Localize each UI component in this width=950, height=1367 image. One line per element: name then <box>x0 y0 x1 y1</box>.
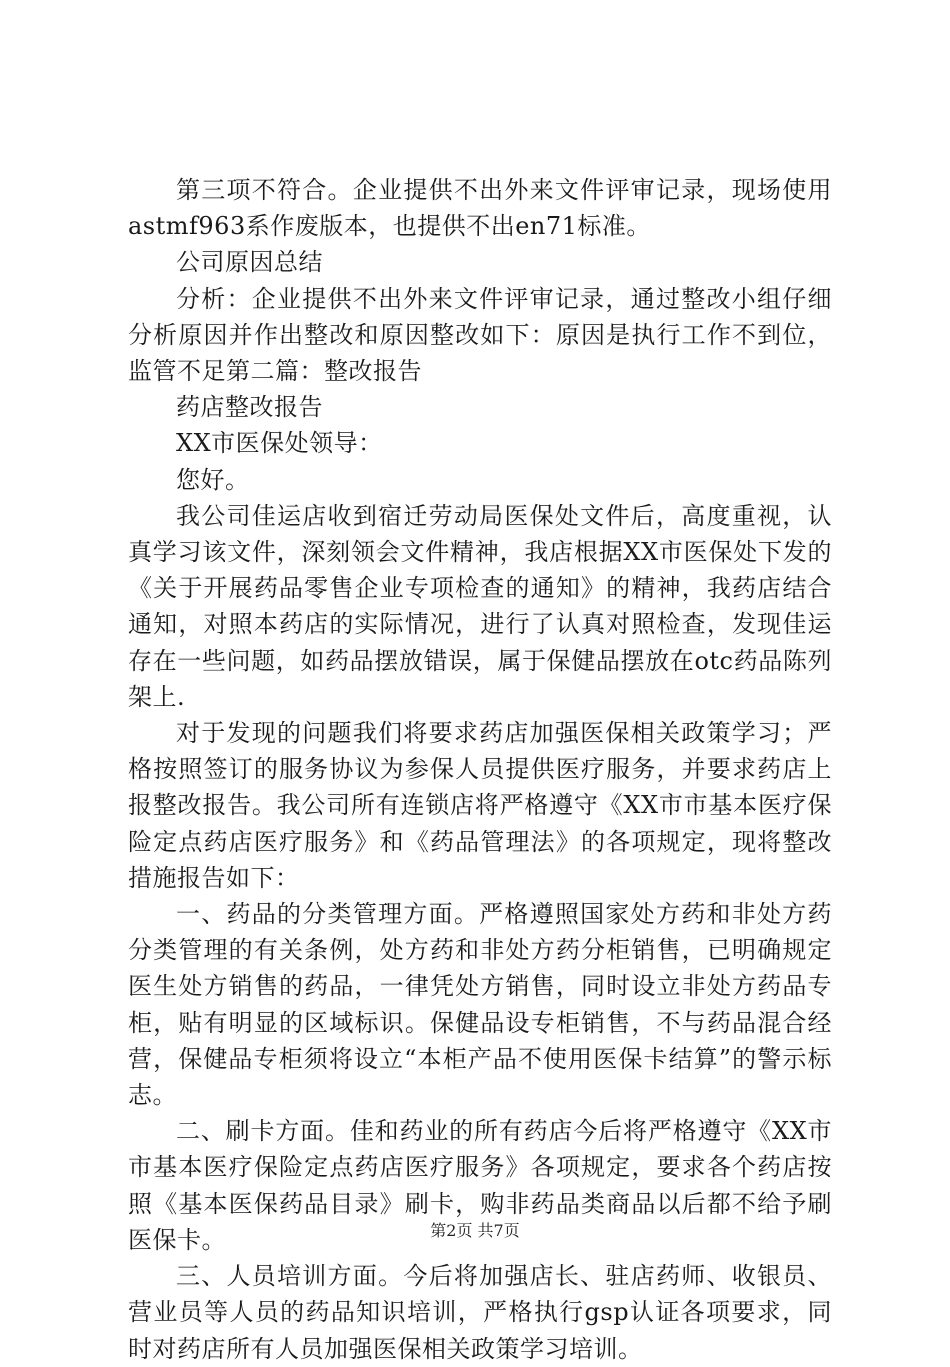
paragraph-greeting: 您好。 <box>176 465 250 494</box>
paragraph-report-title: 药店整改报告 <box>176 393 323 422</box>
document-body <box>128 172 832 1367</box>
paragraph-measure-classification: 一、药品的分类管理方面。严格遵照国家处方药和非处方药分类管理的有关条例，处方药和非处方药分柜销售，已明确规定医生处方销售的药品，一律凭处方销售，同时设立非处方药品专柜，贴有明显的区域标识。保健品设专柜销售，不与药品混合经营，保健品专柜须将设立“本柜产品不使用医保卡结算”的警示标志。 <box>128 900 832 1110</box>
paragraph-measure-card: 二、刷卡方面。佳和药业的所有药店今后将严格遵守《XX市市基本医疗保险定点药店医疗服务》各项规定，要求各个药店按照《基本医保药品目录》刷卡，购非药品类商品以后都不给予刷医保卡。 <box>128 1117 832 1254</box>
paragraph-measure-training: 三、人员培训方面。今后将加强店长、驻店药师、收银员、营业员等人员的药品知识培训，严格执行gsp认证各项要求，同时对药店所有人员加强医保相关政策学习培训。 <box>128 1262 832 1363</box>
paragraph-salutation: XX市医保处领导： <box>176 429 383 458</box>
paragraph-heading-cause-summary: 公司原因总结 <box>176 248 323 277</box>
paragraph-response: 对于发现的问题我们将要求药店加强医保相关政策学习；严格按照签订的服务协议为参保人员提供医疗服务，并要求药店上报整改报告。我公司所有连锁店将严格遵守《XX市市基本医疗保险定点药店医疗服务》和《药品管理法》的各项规定，现将整改措施报告如下： <box>128 719 832 892</box>
paragraph-analysis: 分析：企业提供不出外来文件评审记录，通过整改小组仔细分析原因并作出整改和原因整改如下：原因是执行工作不到位，监管不足第二篇：整改报告 <box>128 284 832 386</box>
paragraph-item-noncompliance: 第三项不符合。企业提供不出外来文件评审记录，现场使用astmf963系作废版本，也提供不出en71标准。 <box>128 176 832 241</box>
paragraph-findings: 我公司佳运店收到宿迁劳动局医保处文件后，高度重视，认真学习该文件，深刻领会文件精神，我店根据XX市医保处下发的《关于开展药品零售企业专项检查的通知》的精神，我药店结合通知，对照本药店的实际情况，进行了认真对照检查，发现佳运存在一些问题，如药品摆放错误，属于保健品摆放在otc药品陈列架上. <box>128 501 832 711</box>
page-number-footer: 第2页 共7页 <box>430 1221 520 1240</box>
